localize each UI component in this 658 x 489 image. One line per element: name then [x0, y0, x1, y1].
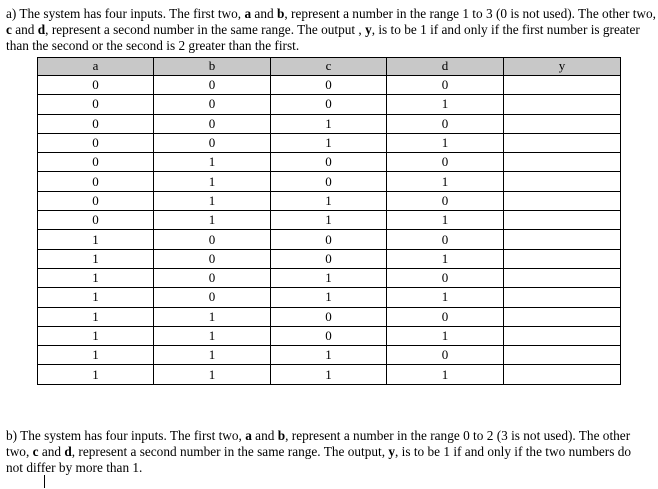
table-row	[38, 249, 621, 268]
cell-a: 1	[38, 365, 154, 384]
cell-d: 0	[387, 268, 504, 287]
cell-d: 1	[387, 249, 504, 268]
cell-a: 1	[38, 268, 154, 287]
table-row	[38, 153, 621, 172]
cell-a: 0	[38, 133, 154, 152]
text-cursor[interactable]	[44, 475, 45, 488]
cell-d: 1	[387, 326, 504, 345]
cell-d: 1	[387, 133, 504, 152]
cell-c: 0	[271, 153, 387, 172]
cell-b: 0	[154, 268, 271, 287]
var-a: a	[244, 6, 252, 21]
cell-y[interactable]	[504, 95, 621, 114]
question-b-text	[6, 428, 646, 476]
cell-y[interactable]	[504, 268, 621, 287]
cell-c: 1	[271, 211, 387, 230]
cell-b: 0	[154, 76, 271, 95]
cell-b: 1	[154, 172, 271, 191]
cell-b: 1	[154, 153, 271, 172]
cell-y[interactable]	[504, 249, 621, 268]
cell-c: 1	[271, 191, 387, 210]
cell-a: 1	[38, 288, 154, 307]
cell-a: 1	[38, 249, 154, 268]
question-a-and1: and	[251, 6, 277, 21]
question-a-mid1: , represent a number in the range 1 to 3 (0 is not used). The other two,	[284, 6, 656, 21]
cell-y[interactable]	[504, 153, 621, 172]
cell-y[interactable]	[504, 133, 621, 152]
cell-b: 1	[154, 365, 271, 384]
cell-c: 0	[271, 172, 387, 191]
cell-b: 1	[154, 211, 271, 230]
cell-d: 0	[387, 230, 504, 249]
cell-d: 1	[387, 288, 504, 307]
table-row	[38, 133, 621, 152]
cell-b: 0	[154, 95, 271, 114]
question-b-and1: and	[251, 428, 278, 443]
cell-y[interactable]	[504, 307, 621, 326]
cell-a: 0	[38, 76, 154, 95]
cell-a: 0	[38, 211, 154, 230]
cell-c: 1	[271, 114, 387, 133]
cell-y[interactable]	[504, 114, 621, 133]
header-c: c	[271, 58, 387, 76]
truth-table	[37, 57, 621, 385]
cell-a: 0	[38, 191, 154, 210]
cell-d: 0	[387, 76, 504, 95]
cell-y[interactable]	[504, 76, 621, 95]
table-row	[38, 346, 621, 365]
cell-y[interactable]	[504, 365, 621, 384]
cell-c: 0	[271, 230, 387, 249]
cell-d: 1	[387, 365, 504, 384]
cell-y[interactable]	[504, 211, 621, 230]
cell-c: 1	[271, 288, 387, 307]
var-d: d	[64, 444, 72, 459]
table-row	[38, 114, 621, 133]
question-b-prefix: b) The system has four inputs. The first two,	[6, 428, 246, 443]
var-a: a	[245, 428, 252, 443]
cell-c: 1	[271, 346, 387, 365]
cell-a: 1	[38, 346, 154, 365]
var-y: y	[365, 22, 372, 37]
cell-a: 1	[38, 307, 154, 326]
table-row	[38, 307, 621, 326]
table-row	[38, 288, 621, 307]
cell-b: 0	[154, 230, 271, 249]
cell-c: 0	[271, 76, 387, 95]
truth-table-body	[38, 76, 621, 385]
table-row	[38, 230, 621, 249]
question-b-mid1: , represent a number in the range 0 to 2 (3 is not used). The other two,	[6, 428, 631, 459]
header-y: y	[504, 58, 621, 76]
cell-b: 1	[154, 346, 271, 365]
header-a: a	[38, 58, 154, 76]
truth-table-header-row	[38, 58, 621, 76]
cell-b: 1	[154, 307, 271, 326]
cell-d: 0	[387, 114, 504, 133]
cell-a: 0	[38, 95, 154, 114]
table-row	[38, 172, 621, 191]
header-b: b	[154, 58, 271, 76]
cell-y[interactable]	[504, 230, 621, 249]
cell-c: 0	[271, 326, 387, 345]
var-y: y	[388, 444, 395, 459]
cell-b: 0	[154, 249, 271, 268]
table-row	[38, 76, 621, 95]
cell-b: 0	[154, 133, 271, 152]
cell-c: 0	[271, 249, 387, 268]
cell-b: 0	[154, 288, 271, 307]
cell-d: 1	[387, 172, 504, 191]
cell-b: 0	[154, 114, 271, 133]
cell-d: 0	[387, 346, 504, 365]
question-a-prefix: a) The system has four inputs. The first two,	[6, 6, 245, 21]
cell-d: 1	[387, 211, 504, 230]
cell-y[interactable]	[504, 191, 621, 210]
question-a-and2: and	[11, 22, 38, 37]
cell-d: 0	[387, 191, 504, 210]
question-a-text	[6, 6, 656, 54]
cell-y[interactable]	[504, 288, 621, 307]
question-a-mid2: , represent a second number in the same range. The output ,	[45, 22, 366, 37]
cell-d: 0	[387, 307, 504, 326]
cell-a: 0	[38, 172, 154, 191]
cell-c: 1	[271, 365, 387, 384]
cell-d: 1	[387, 95, 504, 114]
var-c: c	[32, 444, 39, 459]
cell-y[interactable]	[504, 326, 621, 345]
question-b-mid2: , represent a second number in the same range. The output,	[71, 444, 389, 459]
var-d: d	[37, 22, 46, 37]
table-row	[38, 191, 621, 210]
question-b-and2: and	[38, 444, 65, 459]
cell-b: 1	[154, 191, 271, 210]
table-row	[38, 211, 621, 230]
cell-c: 0	[271, 95, 387, 114]
cell-c: 1	[271, 268, 387, 287]
cell-a: 1	[38, 326, 154, 345]
cell-a: 0	[38, 114, 154, 133]
var-b: b	[276, 6, 285, 21]
cell-c: 1	[271, 133, 387, 152]
cell-a: 1	[38, 230, 154, 249]
cell-y[interactable]	[504, 172, 621, 191]
table-row	[38, 95, 621, 114]
cell-b: 1	[154, 326, 271, 345]
var-b: b	[277, 428, 286, 443]
table-row	[38, 268, 621, 287]
table-row	[38, 365, 621, 384]
cell-c: 0	[271, 307, 387, 326]
question-a-tail: , is to be 1 if and only if the first number is greater than the second or the second is 2 greater than the first.	[6, 22, 640, 53]
var-c: c	[6, 22, 12, 37]
table-row	[38, 326, 621, 345]
cell-d: 0	[387, 153, 504, 172]
header-d: d	[387, 58, 504, 76]
cell-a: 0	[38, 153, 154, 172]
question-b-tail: , is to be 1 if and only if the two numbers do not differ by more than 1.	[6, 444, 631, 475]
cell-y[interactable]	[504, 346, 621, 365]
